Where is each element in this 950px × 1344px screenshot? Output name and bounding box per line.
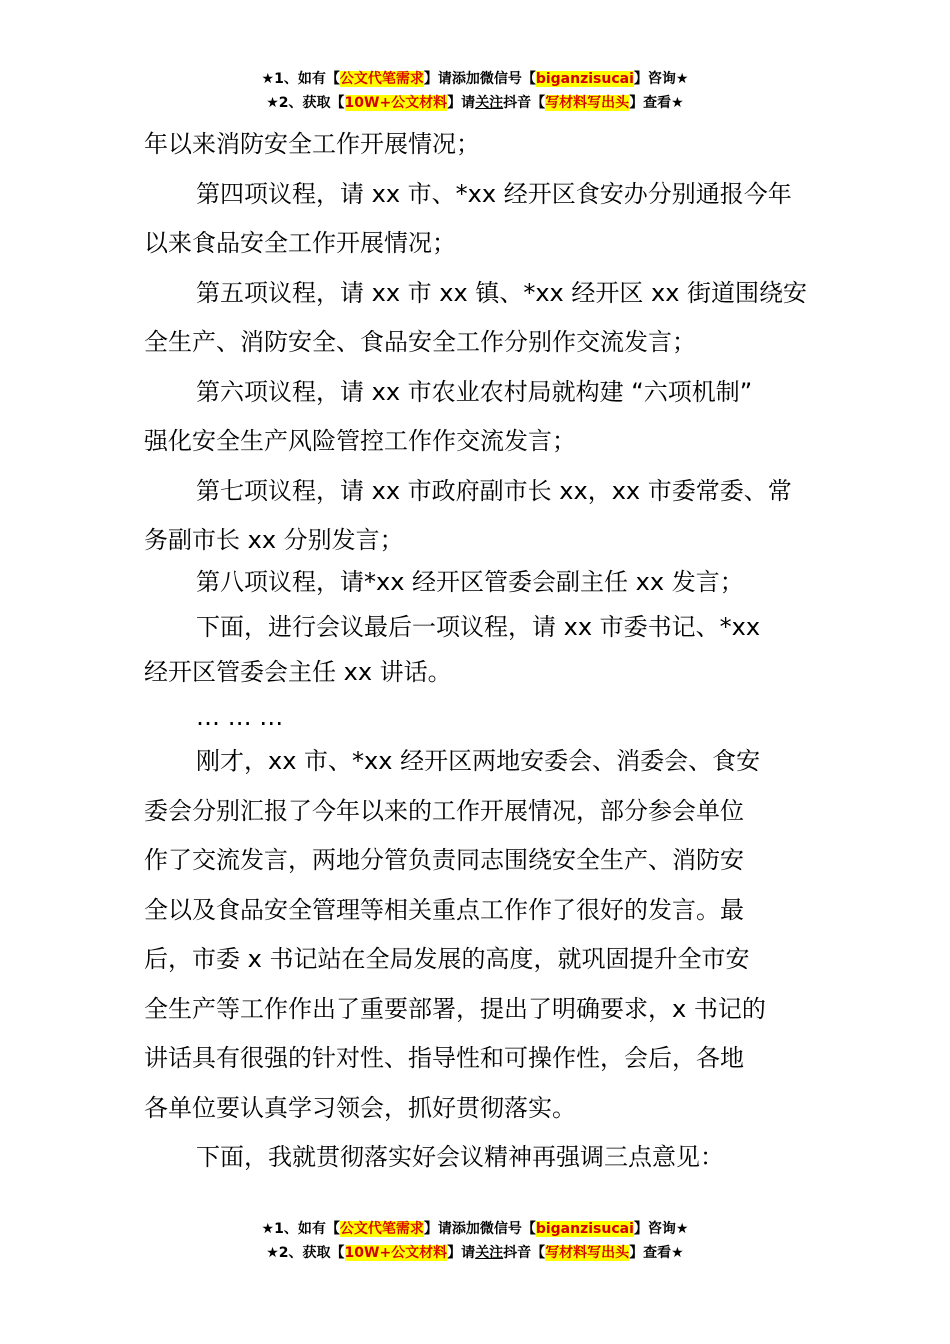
text-line: 第五项议程，请 xx 市 xx 镇、*xx 经开区 xx 街道围绕安: [196, 278, 808, 307]
banner-text: 】请添加微信号【: [423, 1221, 536, 1237]
banner-text: 】请: [447, 95, 476, 111]
banner-line-2: [0, 91, 950, 115]
banner-text: 】查看★: [629, 95, 684, 111]
douyin-highlight: 写材料写出头: [545, 1245, 630, 1261]
text-line: 全生产、消防安全、食品安全工作分别作交流发言；: [144, 328, 696, 356]
banner-text: 抖音【: [503, 1245, 546, 1261]
banner-underlined-text: 关注: [475, 95, 504, 111]
text-line: 第七项议程，请 xx 市政府副市长 xx，xx 市委常委、常: [196, 476, 792, 505]
text-line: 年以来消防安全工作开展情况；: [144, 130, 480, 158]
banner-line-2: [0, 1241, 950, 1265]
banner-line-1: [0, 1217, 950, 1241]
banner-line-1: [0, 67, 950, 91]
text-line: 第六项议程，请 xx 市农业农村局就构建 “六项机制”: [196, 377, 753, 406]
document-body: [144, 120, 808, 566]
banner-highlight: 10W+公文材料: [344, 1245, 448, 1261]
banner-text: 抖音【: [503, 95, 546, 111]
document-body-tight: [144, 560, 808, 740]
banner-text: 】查看★: [629, 1245, 684, 1261]
banner-highlight: 公文代笔需求: [339, 71, 424, 87]
banner-text: ★2、获取【: [266, 95, 345, 111]
banner-text: 】请添加微信号【: [423, 71, 536, 87]
banner-highlight: 公文代笔需求: [339, 1221, 424, 1237]
banner-text: 】咨询★: [633, 71, 689, 87]
text-line: 作了交流发言，两地分管负责同志围绕安全生产、消防安: [144, 846, 744, 874]
text-line: 后，市委 x 书记站在全局发展的高度，就巩固提升全市安: [144, 945, 750, 973]
wechat-id-highlight: biganzisucai: [535, 1221, 634, 1237]
document-body-continued: [144, 737, 808, 1183]
text-line: 经开区管委会主任 xx 讲话。: [144, 658, 452, 686]
banner-text: ★1、如有【: [261, 71, 340, 87]
text-line: 务副市长 xx 分别发言；: [144, 526, 404, 554]
banner-text: 】请: [447, 1245, 476, 1261]
ellipsis-line: … … …: [196, 703, 284, 731]
text-line: 第八项议程，请*xx 经开区管委会副主任 xx 发言；: [196, 568, 744, 596]
text-line: 委会分别汇报了今年以来的工作开展情况，部分参会单位: [144, 796, 744, 825]
banner-text: 】咨询★: [633, 1221, 689, 1237]
text-line: 刚才，xx 市、*xx 经开区两地安委会、消委会、食安: [196, 747, 761, 775]
text-line: 讲话具有很强的针对性、指导性和可操作性，会后，各地: [144, 1044, 744, 1072]
text-line: 各单位要认真学习领会，抓好贯彻落实。: [144, 1093, 576, 1122]
banner-text: ★1、如有【: [261, 1221, 340, 1237]
text-line: 全生产等工作作出了重要部署，提出了明确要求，x 书记的: [144, 994, 766, 1023]
text-line: 第四项议程，请 xx 市、*xx 经开区食安办分别通报今年: [196, 179, 792, 208]
douyin-highlight: 写材料写出头: [545, 95, 630, 111]
wechat-id-highlight: biganzisucai: [535, 71, 634, 87]
header-banner: [0, 67, 950, 115]
banner-underlined-text: 关注: [475, 1245, 504, 1261]
text-line: 以来食品安全工作开展情况；: [144, 229, 456, 257]
text-line: 下面，进行会议最后一项议程，请 xx 市委书记、*xx: [196, 613, 761, 641]
text-line: 全以及食品安全管理等相关重点工作作了很好的发言。最: [144, 895, 744, 924]
banner-text: ★2、获取【: [266, 1245, 345, 1261]
text-line: 下面，我就贯彻落实好会议精神再强调三点意见：: [196, 1143, 724, 1171]
banner-highlight: 10W+公文材料: [344, 95, 448, 111]
text-line: 强化安全生产风险管控工作作交流发言；: [144, 427, 576, 455]
footer-banner: [0, 1217, 950, 1265]
